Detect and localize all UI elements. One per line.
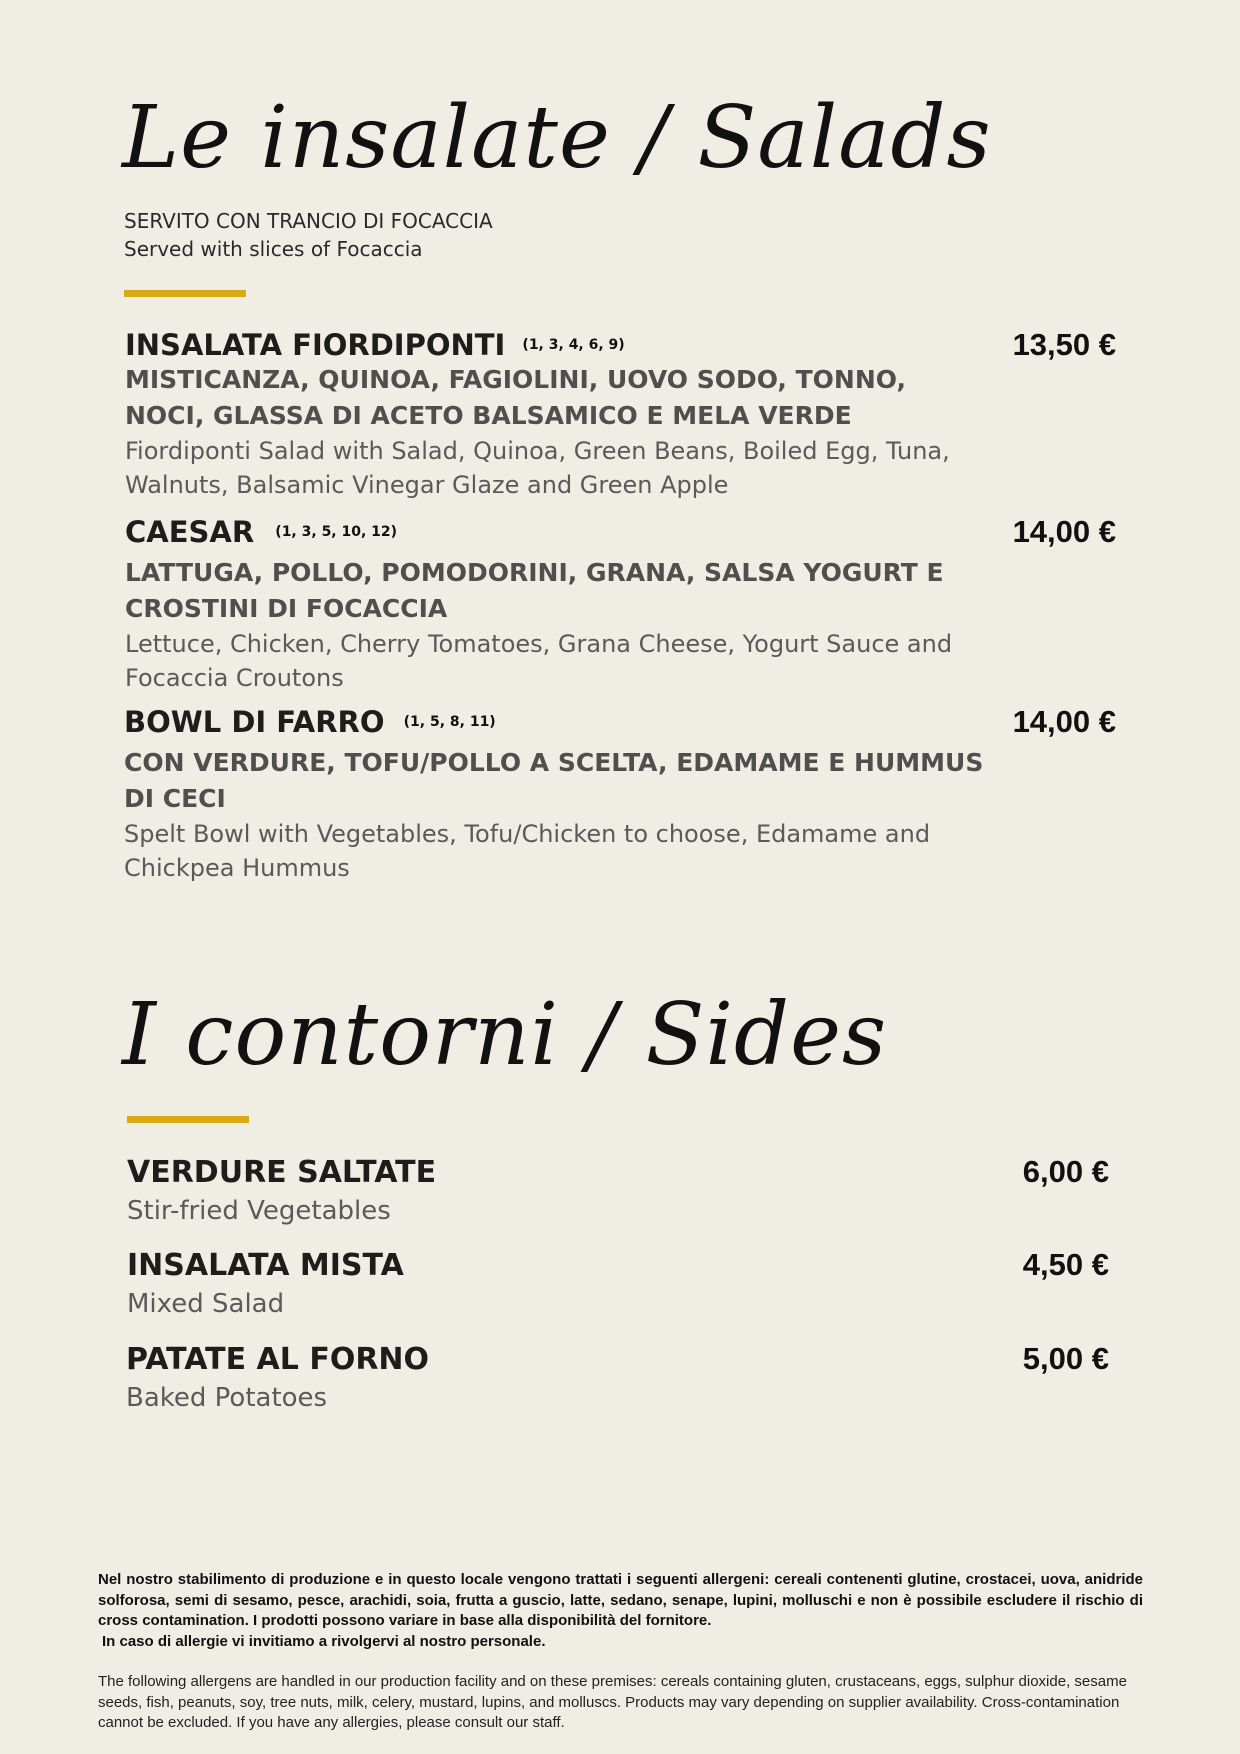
salad-item-allergens: (1, 5, 8, 11) <box>403 714 496 730</box>
side-item-price: 4,50 € <box>1022 1247 1109 1282</box>
salad-item-desc-en: Spelt Bowl with Vegetables, Tofu/Chicken to choose, Edamame and Chickpea Hummus <box>124 820 931 882</box>
side-item-desc-en: Baked Potatoes <box>126 1383 328 1413</box>
salad-item-desc-it: MISTICANZA, QUINOA, FAGIOLINI, UOVO SODO, TONNO, NOCI, GLASSA DI ACETO BALSAMICO E MELA VERDE <box>125 365 906 430</box>
allergen-notice-it-contact: In caso di allergie vi invitiamo a rivolgervi al nostro personale. <box>102 1632 546 1650</box>
side-item-price: 6,00 € <box>1022 1154 1109 1189</box>
salads-title: Le insalate / Salads <box>122 88 992 188</box>
side-item-name: INSALATA MISTA <box>127 1248 404 1283</box>
salad-item-name: BOWL DI FARRO <box>124 705 385 739</box>
salad-item-price: 13,50 € <box>1012 327 1116 362</box>
salad-item-desc-it: LATTUGA, POLLO, POMODORINI, GRANA, SALSA YOGURT E CROSTINI DI FOCACCIA <box>125 558 944 623</box>
salad-item-allergens: (1, 3, 4, 6, 9) <box>522 337 625 353</box>
allergen-notice-it-text: Nel nostro stabilimento di produzione e in questo locale vengono trattati i seguenti allergeni: cereali contenenti glutine, crostacei, uova, anidride solforosa, semi di sesamo, pesce, arachidi, soia, frutta a guscio, latte, sedano, senape, lupini, molluschi e non è possibile escludere il rischio di cross contamination. I prodotti possono variare in base alla disponibilità del fornitore. <box>98 1571 1143 1629</box>
salad-item-bowl-farro <box>124 705 984 885</box>
salads-accent-rule <box>124 290 246 297</box>
salad-item-price: 14,00 € <box>1012 514 1116 549</box>
side-item-desc-en: Stir-fried Vegetables <box>127 1196 391 1226</box>
salad-item-price: 14,00 € <box>1012 704 1116 739</box>
salad-item-caesar <box>125 515 985 695</box>
sides-accent-rule <box>127 1116 249 1123</box>
allergen-notice-en: The following allergens are handled in our production facility and on these premises: cereals containing gluten, crustaceans, eggs, sulphur dioxide, sesame seeds, fish, peanuts, soy, tree nuts, milk, celery, mustard, lupins, and molluscs. Products may vary depending on supplier availability. Cross-contamination cannot be excluded. If you have any allergies, please consult our staff. <box>98 1673 1127 1731</box>
salad-item-fiordiponti <box>125 328 985 502</box>
salads-subtitle-it: SERVITO CON TRANCIO DI FOCACCIA <box>124 209 493 233</box>
salad-item-allergens: (1, 3, 5, 10, 12) <box>275 524 398 540</box>
side-item-name: VERDURE SALTATE <box>127 1155 437 1190</box>
salad-item-name: CAESAR <box>125 515 255 549</box>
salad-item-desc-en: Lettuce, Chicken, Cherry Tomatoes, Grana Cheese, Yogurt Sauce and Focaccia Croutons <box>125 630 953 692</box>
salad-item-desc-en: Fiordiponti Salad with Salad, Quinoa, Green Beans, Boiled Egg, Tuna, Walnuts, Balsamic Vinegar Glaze and Green Apple <box>125 437 950 499</box>
salads-subtitle-en: Served with slices of Focaccia <box>124 237 423 261</box>
side-item-name: PATATE AL FORNO <box>126 1342 430 1377</box>
sides-title: I contorni / Sides <box>122 985 888 1085</box>
side-item-price: 5,00 € <box>1022 1341 1109 1376</box>
allergen-notice-it <box>98 1570 1143 1652</box>
salad-item-desc-it: CON VERDURE, TOFU/POLLO A SCELTA, EDAMAME E HUMMUS DI CECI <box>124 748 984 813</box>
side-item-desc-en: Mixed Salad <box>127 1289 285 1319</box>
salad-item-name: INSALATA FIORDIPONTI <box>125 328 506 362</box>
